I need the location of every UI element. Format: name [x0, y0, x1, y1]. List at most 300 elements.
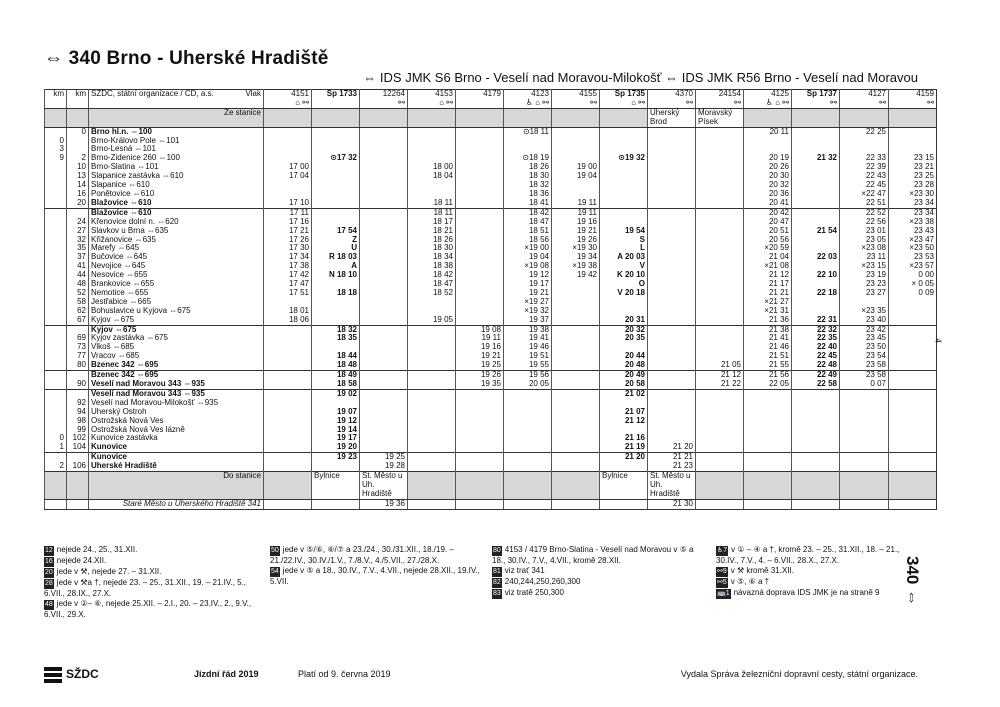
- departure-time: 19 12: [312, 417, 360, 426]
- departure-time: 18 52: [408, 289, 456, 298]
- departure-time: [648, 316, 696, 325]
- departure-time: [552, 426, 600, 435]
- table-row: [45, 154, 937, 163]
- train-service-icons: ⌂ ⚯: [439, 97, 453, 107]
- departure-time: 18 01: [264, 307, 312, 316]
- departure-time: [408, 352, 456, 361]
- departure-time: [648, 262, 696, 271]
- departure-time: 19 37: [504, 316, 552, 325]
- departure-time: [600, 298, 648, 307]
- departure-time: ×23 30: [889, 190, 937, 199]
- departure-time: [889, 334, 937, 343]
- departure-time: [696, 181, 744, 190]
- km-value: 16: [67, 190, 89, 199]
- departure-time: 19 21: [504, 289, 552, 298]
- table-row: [45, 453, 937, 462]
- departure-time: 0 00: [889, 271, 937, 280]
- departure-time: [264, 127, 312, 136]
- departure-time: 20 56: [744, 236, 792, 245]
- departure-time: 20 26: [744, 163, 792, 172]
- departure-time: [264, 371, 312, 380]
- km-value: 90: [67, 380, 89, 389]
- departure-time: 22 48: [792, 361, 840, 370]
- departure-time: × 0 05: [889, 280, 937, 289]
- departure-time: 21 22: [696, 380, 744, 389]
- departure-time: [360, 253, 408, 262]
- km-value: 73: [67, 343, 89, 352]
- departure-time: 23 45: [840, 334, 889, 343]
- departure-time: [696, 289, 744, 298]
- km-value: [45, 163, 67, 172]
- departure-time: 20 49: [600, 371, 648, 380]
- departure-time: [792, 172, 840, 181]
- departure-time: ⊙18 11: [504, 127, 552, 136]
- departure-time: [360, 218, 408, 227]
- departure-time: [648, 325, 696, 334]
- table-row: [45, 218, 937, 227]
- departure-time: 20 05: [504, 380, 552, 389]
- departure-time: 18 42: [408, 271, 456, 280]
- departure-time: [552, 325, 600, 334]
- departure-time: [648, 426, 696, 435]
- departure-time: ×19 08: [504, 262, 552, 271]
- departure-time: [889, 325, 937, 334]
- departure-time: [456, 137, 504, 146]
- departure-time: 19 20: [312, 443, 360, 452]
- departure-time: [600, 462, 648, 471]
- km-value: [45, 325, 67, 334]
- station-name: Kunovice zastávka: [89, 434, 264, 443]
- km-value: 94: [67, 408, 89, 417]
- station-name: Uherský Ostroh: [89, 408, 264, 417]
- departure-time: 21 16: [600, 434, 648, 443]
- empty-cell: [45, 472, 67, 500]
- departure-time: 17 54: [312, 227, 360, 236]
- table-row: [45, 244, 937, 253]
- departure-time: 21 12: [744, 271, 792, 280]
- departure-time: [408, 443, 456, 452]
- departure-time: [792, 208, 840, 217]
- col-km1: km: [45, 90, 67, 109]
- km-value: [45, 361, 67, 370]
- departure-time: [792, 443, 840, 452]
- departure-time: [600, 208, 648, 217]
- departure-time: [889, 361, 937, 370]
- departure-time: [648, 181, 696, 190]
- departure-time: [504, 399, 552, 408]
- departure-time: [456, 307, 504, 316]
- station-name: Bohuslavice u Kyjova ⇔675: [89, 307, 264, 316]
- departure-time: [408, 343, 456, 352]
- departure-time: [600, 163, 648, 172]
- departure-time: [408, 417, 456, 426]
- to-station: St. Město u Uh. Hradiště: [360, 472, 408, 500]
- departure-time: [840, 443, 889, 452]
- to-stations-label: Do stanice: [89, 472, 264, 500]
- footnote-text: nejede 24., 25., 31.XII.: [56, 545, 138, 554]
- departure-time: [600, 343, 648, 352]
- empty-cell: [45, 108, 67, 127]
- table-row: [45, 145, 937, 154]
- departure-time: [264, 389, 312, 398]
- departure-time: [264, 154, 312, 163]
- departure-time: 19 00: [552, 163, 600, 172]
- km-value: 37: [67, 253, 89, 262]
- departure-time: [600, 426, 648, 435]
- from-station: [744, 108, 792, 127]
- to-station: [504, 472, 552, 500]
- departure-time: 22 58: [792, 380, 840, 389]
- km-value: [45, 389, 67, 398]
- departure-time: [312, 199, 360, 208]
- departure-time: 21 38: [744, 325, 792, 334]
- footnote: [716, 566, 918, 577]
- departure-time: [504, 426, 552, 435]
- table-row: [45, 389, 937, 398]
- table-row: [45, 289, 937, 298]
- train-number: [744, 90, 792, 109]
- departure-time: 22 45: [792, 352, 840, 361]
- table-row: [45, 181, 937, 190]
- km-value: [67, 371, 89, 380]
- departure-time: [360, 289, 408, 298]
- from-station: [600, 108, 648, 127]
- train-number: [840, 90, 889, 109]
- departure-time: [264, 426, 312, 435]
- km-value: 14: [67, 181, 89, 190]
- departure-time: [840, 453, 889, 462]
- station-name: Brankovice ⇔655: [89, 280, 264, 289]
- km-value: [45, 343, 67, 352]
- km-value: [45, 289, 67, 298]
- departure-time: [648, 380, 696, 389]
- departure-time: [648, 163, 696, 172]
- departure-time: [648, 208, 696, 217]
- col-station-label: SŽDC, státní organizace / ČD, a.s.: [91, 89, 214, 98]
- departure-time: 22 32: [792, 325, 840, 334]
- footnote-mark: 82: [493, 579, 501, 586]
- to-station: [408, 472, 456, 500]
- footnote-mark: 80: [493, 547, 501, 554]
- departure-time: [360, 190, 408, 199]
- km-value: 9: [45, 154, 67, 163]
- footnote-text: nejede 24.XII.: [56, 556, 107, 565]
- departure-time: [264, 145, 312, 154]
- arrival-time: [504, 499, 552, 509]
- arrival-time: [792, 499, 840, 509]
- train-number: [648, 90, 696, 109]
- departure-time: 19 11: [552, 208, 600, 217]
- departure-time: [889, 426, 937, 435]
- departure-time: 19 54: [600, 227, 648, 236]
- station-name: Kyjov zastávka ⇔675: [89, 334, 264, 343]
- station-name: Bučovice ⇔645: [89, 253, 264, 262]
- departure-time: 22 33: [840, 154, 889, 163]
- departure-time: 18 56: [504, 236, 552, 245]
- departure-time: [889, 371, 937, 380]
- km-value: 102: [67, 434, 89, 443]
- departure-time: [360, 298, 408, 307]
- departure-time: 21 20: [648, 443, 696, 452]
- departure-time: [504, 417, 552, 426]
- departure-time: [600, 137, 648, 146]
- departure-time: [360, 145, 408, 154]
- departure-time: [648, 227, 696, 236]
- station-name: Kunovice: [89, 443, 264, 452]
- departure-time: [360, 137, 408, 146]
- km-value: 0: [45, 137, 67, 146]
- departure-time: [696, 262, 744, 271]
- departure-time: [264, 417, 312, 426]
- station-name: Kyjov ⇔675: [89, 325, 264, 334]
- departure-time: [792, 199, 840, 208]
- arrival-time: [552, 499, 600, 509]
- departure-time: [552, 371, 600, 380]
- departure-time: [360, 181, 408, 190]
- departure-time: [360, 361, 408, 370]
- departure-time: 23 34: [889, 208, 937, 217]
- arrival-time: [456, 499, 504, 509]
- departure-time: [600, 181, 648, 190]
- departure-time: [744, 417, 792, 426]
- train-service-icons: ⚯: [686, 97, 693, 107]
- departure-time: [360, 280, 408, 289]
- departure-time: [648, 127, 696, 136]
- departure-time: [696, 298, 744, 307]
- departure-time: [696, 343, 744, 352]
- departure-time: [360, 271, 408, 280]
- departure-time: [360, 334, 408, 343]
- train-number-label: 4127: [868, 89, 886, 98]
- km-value: 52: [67, 289, 89, 298]
- departure-time: [360, 244, 408, 253]
- from-station: [792, 108, 840, 127]
- departure-time: [840, 417, 889, 426]
- departure-time: [889, 399, 937, 408]
- departure-time: [456, 316, 504, 325]
- from-station: [264, 108, 312, 127]
- departure-time: 18 11: [408, 208, 456, 217]
- departure-time: [889, 127, 937, 136]
- departure-time: [552, 181, 600, 190]
- km-value: [45, 352, 67, 361]
- departure-time: [408, 399, 456, 408]
- train-number: [504, 90, 552, 109]
- departure-time: [456, 208, 504, 217]
- departure-time: 20 35: [600, 334, 648, 343]
- departure-time: 21 19: [600, 443, 648, 452]
- table-row: [45, 361, 937, 370]
- km-value: 2: [67, 154, 89, 163]
- col-vlak-label: Vlak: [245, 89, 261, 98]
- departure-time: 23 43: [889, 227, 937, 236]
- departure-time: ×21 08: [744, 262, 792, 271]
- departure-time: [889, 352, 937, 361]
- to-station: [792, 472, 840, 500]
- departure-time: [552, 434, 600, 443]
- departure-time: [264, 343, 312, 352]
- km-value: [45, 244, 67, 253]
- departure-time: [889, 343, 937, 352]
- departure-time: [648, 352, 696, 361]
- arrival-time: 21 30: [648, 499, 696, 509]
- departure-time: 21 36: [744, 316, 792, 325]
- departure-time: [456, 190, 504, 199]
- footnote: [492, 588, 707, 599]
- train-number: [408, 90, 456, 109]
- table-row: [45, 227, 937, 236]
- departure-time: [504, 434, 552, 443]
- station-name: Bzenec 342 ⇔695: [89, 371, 264, 380]
- departure-time: [696, 434, 744, 443]
- departure-time: [312, 298, 360, 307]
- departure-time: [889, 417, 937, 426]
- train-number: [312, 90, 360, 109]
- departure-time: 18 00: [408, 163, 456, 172]
- train-service-icons: ⌂ ⚯: [631, 97, 645, 107]
- departure-time: [456, 227, 504, 236]
- departure-time: 18 49: [312, 371, 360, 380]
- col-station: [89, 90, 264, 109]
- station-name: Nemotice ⇔655: [89, 289, 264, 298]
- footnote: [716, 577, 918, 588]
- km-value: [45, 253, 67, 262]
- km-value: 0: [67, 127, 89, 136]
- departure-time: [360, 127, 408, 136]
- footnote-text: v ⑤, ⑥ a †: [730, 577, 770, 586]
- departure-time: [648, 236, 696, 245]
- km-value: 48: [67, 280, 89, 289]
- table-row: [45, 334, 937, 343]
- departure-time: [360, 434, 408, 443]
- departure-time: 21 21: [648, 453, 696, 462]
- departure-time: 22 49: [792, 371, 840, 380]
- footnote: [44, 545, 264, 556]
- departure-time: [456, 262, 504, 271]
- departure-time: 17 10: [264, 199, 312, 208]
- departure-time: [408, 190, 456, 199]
- departure-time: 18 41: [504, 199, 552, 208]
- train-number-label: 4155: [579, 89, 597, 98]
- departure-time: [456, 145, 504, 154]
- footnote-mark: ♿7: [717, 547, 728, 554]
- departure-time: [840, 137, 889, 146]
- table-row: [45, 280, 937, 289]
- departure-time: [744, 137, 792, 146]
- departure-time: [360, 262, 408, 271]
- page-number: 4: [933, 338, 943, 343]
- km-value: [45, 199, 67, 208]
- table-row: [45, 443, 937, 452]
- departure-time: [648, 145, 696, 154]
- departure-time: [552, 380, 600, 389]
- departure-time: 23 19: [840, 271, 889, 280]
- table-row: [45, 298, 937, 307]
- departure-time: [792, 244, 840, 253]
- station-name: Kunovice: [89, 453, 264, 462]
- table-row: [45, 163, 937, 172]
- departure-time: V: [600, 262, 648, 271]
- table-row: [45, 426, 937, 435]
- departure-time: [648, 244, 696, 253]
- departure-time: 21 56: [744, 371, 792, 380]
- departure-time: ×23 15: [840, 262, 889, 271]
- departure-time: 19 41: [504, 334, 552, 343]
- station-name: Křižanovice ⇔635: [89, 236, 264, 245]
- footnote-text: jede v ②– ⑥, nejede 25.XII. – 2.I., 20. – 23.IV., 2., 9.V., 6.VII., 29.X.: [44, 599, 252, 619]
- km-value: 58: [67, 298, 89, 307]
- departure-time: [840, 408, 889, 417]
- departure-time: [648, 371, 696, 380]
- departure-time: [889, 380, 937, 389]
- departure-time: [264, 462, 312, 471]
- departure-time: ×19 32: [504, 307, 552, 316]
- departure-time: [840, 426, 889, 435]
- station-name: Blažovice ⇔610: [89, 199, 264, 208]
- departure-time: [648, 172, 696, 181]
- departure-time: 21 05: [696, 361, 744, 370]
- station-name: Ponětovice ⇔610: [89, 190, 264, 199]
- departure-time: 19 35: [456, 380, 504, 389]
- departure-time: [552, 361, 600, 370]
- departure-time: [312, 218, 360, 227]
- train-number: [696, 90, 744, 109]
- table-row: [45, 190, 937, 199]
- departure-time: [648, 417, 696, 426]
- departure-time: ×20 59: [744, 244, 792, 253]
- departure-time: 18 47: [408, 280, 456, 289]
- station-name: Brno-Lesná ⇔101: [89, 145, 264, 154]
- departure-time: [264, 334, 312, 343]
- km-value: [45, 334, 67, 343]
- departure-time: 17 38: [264, 262, 312, 271]
- departure-time: 23 58: [840, 361, 889, 370]
- departure-time: [456, 172, 504, 181]
- departure-time: [744, 453, 792, 462]
- departure-time: [648, 361, 696, 370]
- departure-time: 23 34: [889, 199, 937, 208]
- departure-time: 21 51: [744, 352, 792, 361]
- departure-time: 18 58: [312, 380, 360, 389]
- departure-time: [456, 181, 504, 190]
- departure-time: [264, 298, 312, 307]
- station-name: Brno hl.n. ⇔100: [89, 127, 264, 136]
- departure-time: [792, 408, 840, 417]
- departure-time: [792, 163, 840, 172]
- from-station: [504, 108, 552, 127]
- footnote-text: jede v ⚒a †, nejede 23. – 25., 31.XII., 19. – 21.IV., 5., 6.VII., 28.IX., 27.X.: [44, 578, 247, 598]
- km-value: 32: [67, 236, 89, 245]
- departure-time: [552, 137, 600, 146]
- departure-time: ×23 38: [889, 218, 937, 227]
- departure-time: [889, 145, 937, 154]
- departure-time: [504, 137, 552, 146]
- departure-time: [408, 137, 456, 146]
- footnote: [716, 545, 918, 566]
- departure-time: [696, 417, 744, 426]
- station-name: Blažovice ⇔610: [89, 208, 264, 217]
- train-number-label: 4179: [483, 89, 501, 98]
- col-km2: km: [67, 90, 89, 109]
- departure-time: [456, 236, 504, 245]
- to-station: [840, 472, 889, 500]
- departure-time: [360, 399, 408, 408]
- departure-time: [360, 199, 408, 208]
- train-number-label: 4370: [675, 89, 693, 98]
- train-service-icons: ⚯: [879, 97, 886, 107]
- departure-time: [408, 325, 456, 334]
- line-code: 340 ⇔: [903, 556, 922, 607]
